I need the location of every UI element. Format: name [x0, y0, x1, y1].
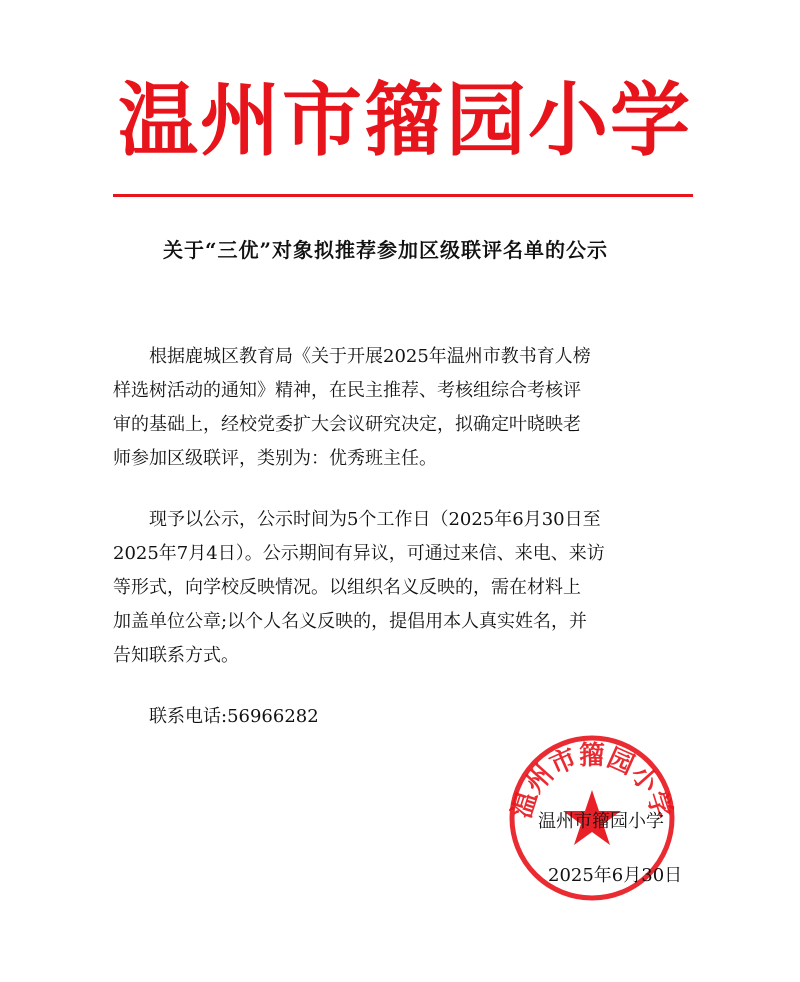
- paragraph-line: 根据鹿城区教育局《关于开展2025年温州市教书育人榜: [149, 346, 591, 367]
- paragraph-line: 告知联系方式。: [113, 645, 239, 666]
- paragraph-line: 师参加区级联评，类别为：优秀班主任。: [113, 448, 437, 469]
- paragraph-line: 2025年7月4日）。公示期间有异议，可通过来信、来电、来访: [113, 543, 605, 564]
- paragraph-line: 样选树活动的通知》精神，在民主推荐、考核组综合考核评: [113, 380, 581, 401]
- signature-date: 2025年6月30日: [548, 865, 683, 886]
- document-title: 关于“三优”对象拟推荐参加区级联评名单的公示: [163, 238, 609, 262]
- paragraph-line: 加盖单位公章;以个人名义反映的，提倡用本人真实姓名，并: [113, 611, 588, 632]
- paragraph-line: 现予以公示，公示时间为5个工作日（2025年6月30日至: [149, 509, 601, 530]
- contact-block: [113, 700, 693, 734]
- signature-organization: 温州市籀园小学: [538, 811, 664, 832]
- seal-text: 温州市籀园小学: [507, 741, 677, 822]
- school-masthead: 温州市籀园小学: [118, 73, 692, 167]
- red-divider-line: [113, 194, 693, 197]
- paragraph-notice-period: [113, 503, 693, 673]
- paragraph-line: 审的基础上，经校党委扩大会议研究决定，拟确定叶晓映老: [113, 414, 581, 435]
- paragraph-basis: [113, 340, 693, 476]
- contact-phone: 联系电话:56966282: [149, 706, 319, 727]
- paragraph-line: 等形式，向学校反映情况。以组织名义反映的，需在材料上: [113, 577, 581, 598]
